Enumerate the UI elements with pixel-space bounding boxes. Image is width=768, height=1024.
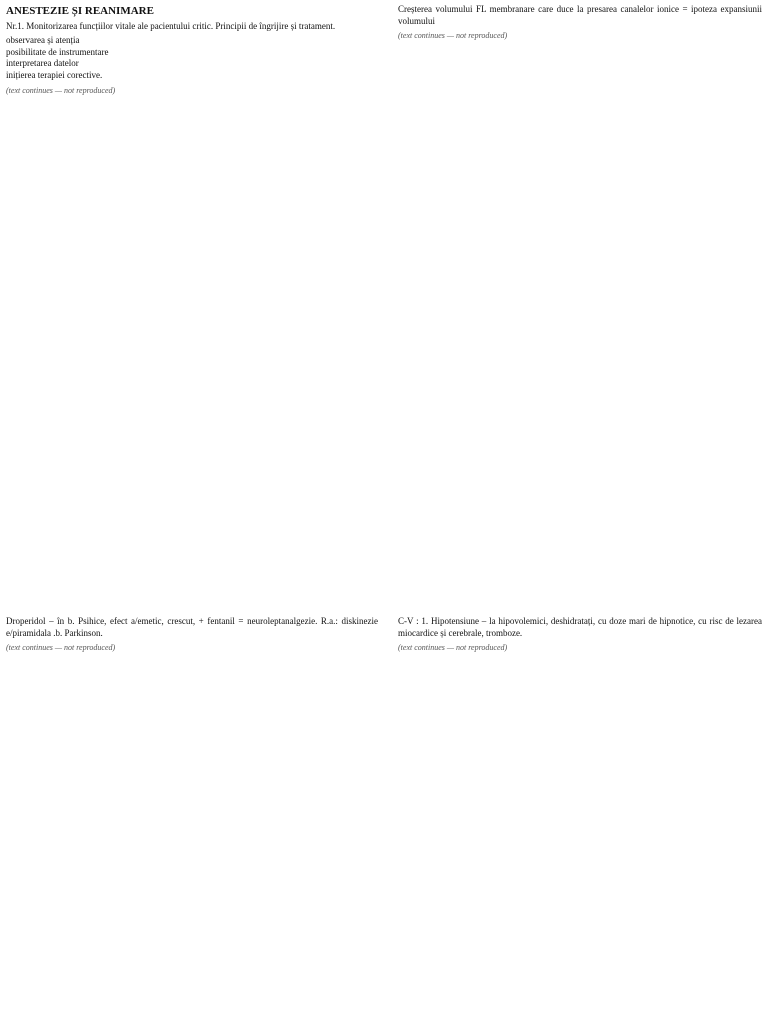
column-top-left xyxy=(6,4,378,504)
continued-note: (text continues — not reproduced) xyxy=(6,643,116,653)
list-item: observarea și atenția xyxy=(6,34,80,45)
column-top-right xyxy=(398,4,762,504)
list-item: posibilitate de instrumentare xyxy=(6,46,109,57)
list-item: interpretarea datelor xyxy=(6,58,79,69)
paragraph: C-V : 1. Hipotensiune – la hipovolemici, deshidratați, cu doze mari de hipnotice, cu risc de lezarea miocardice și cerebrale, tromboze. xyxy=(398,616,762,638)
continued-note: (text continues — not reproduced) xyxy=(398,31,508,41)
continued-note: (text continues — not reproduced) xyxy=(398,643,508,653)
list-item: inițierea terapiei corective. xyxy=(6,70,103,81)
paragraph: Creșterea volumului FL membranare care duce la presarea canalelor ionice = ipoteza expansiunii volumului xyxy=(398,4,762,26)
paragraph: Droperidol – în b. Psihice, efect a/emetic, crescut, + fentanil = neuroleptanalgezie. R.a.: diskinezie e/piramidala .b. Parkinson. xyxy=(6,616,378,638)
column-bottom-right xyxy=(398,616,762,1020)
page-title: ANESTEZIE ȘI REANIMARE xyxy=(6,5,154,17)
column-bottom-left xyxy=(6,616,378,1020)
continued-note: (text continues — not reproduced) xyxy=(6,85,116,95)
paragraph: Nr.1. Monitorizarea funcțiilor vitale ale pacientului critic. Principii de îngrijire și tratament. xyxy=(6,21,336,32)
item-list xyxy=(6,35,378,82)
